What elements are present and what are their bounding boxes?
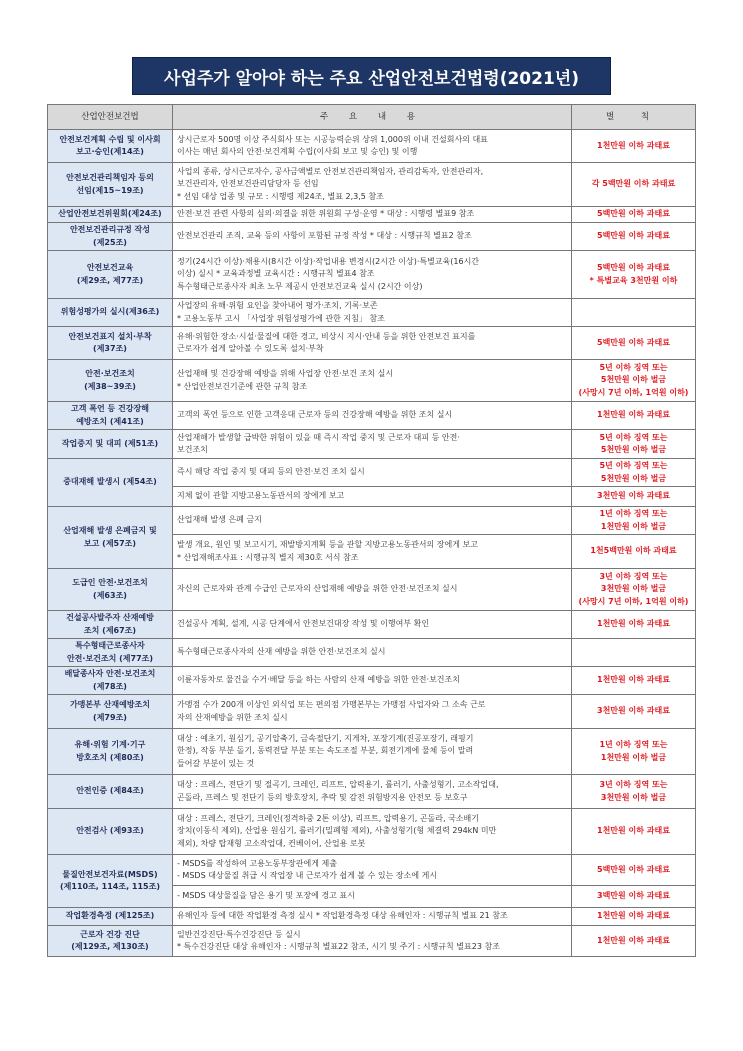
law-article-line: 건설공사발주자 산재예방	[66, 613, 154, 622]
penalty-line: (사망시 7년 이하, 1억원 이하)	[578, 387, 689, 397]
law-article-cell	[48, 695, 173, 729]
table-row	[48, 459, 696, 487]
content-line: - MSDS 대상물질 취급 시 작업장 내 근로자가 쉽게 볼 수 있는 장소에 게시	[177, 871, 438, 880]
content-cell	[173, 611, 572, 639]
content-line: - MSDS 대상물질을 담은 용기 및 포장에 경고 표시	[177, 891, 355, 901]
penalty-cell	[572, 695, 696, 729]
law-article-line: 선임(제15~19조)	[76, 185, 144, 195]
law-article-line: 예방조치 (제41조)	[76, 416, 144, 426]
penalty-cell	[572, 130, 696, 163]
penalty-cell	[572, 535, 696, 569]
penalty-line: 1년 이하 징역 또는	[599, 740, 668, 749]
content-cell	[173, 695, 572, 729]
content-cell	[173, 569, 572, 611]
table-row	[48, 207, 696, 223]
penalty-line: 1천만원 이하 과태료	[597, 935, 670, 945]
law-article-line: 안전보건교육	[86, 263, 134, 272]
content-line: 특수형태근로종사자의 산재 예방을 위한 안전·보건조치 실시	[177, 647, 386, 657]
penalty-cell	[572, 487, 696, 507]
table-row	[48, 775, 696, 809]
penalty-cell	[572, 855, 696, 886]
table-header-row	[48, 105, 696, 130]
penalty-cell	[572, 360, 696, 402]
content-cell	[173, 926, 572, 957]
table-row	[48, 507, 696, 535]
law-table	[47, 104, 696, 957]
content-line: 이상) 실시 * 교육과정별 교육시간 : 시행규칙 별표4 참조	[177, 269, 375, 279]
law-article-line: 안전보건계획 수립 및 이사회	[59, 134, 161, 144]
penalty-line: 5천만원 이하 벌금	[600, 445, 667, 454]
law-article-cell	[48, 926, 173, 957]
penalty-line: 3천만원 이하 벌금	[600, 584, 667, 594]
content-cell	[173, 223, 572, 251]
penalty-line: 5백만원 이하 과태료	[597, 209, 670, 219]
penalty-line: 3년 이하 징역 또는	[599, 571, 668, 581]
penalty-line: 3천만원 이하 과태료	[597, 491, 670, 501]
content-cell	[173, 535, 572, 569]
penalty-line: 5백만원 이하 과태료	[597, 337, 670, 347]
law-article-cell	[48, 360, 173, 402]
content-cell	[173, 251, 572, 299]
penalty-cell	[572, 639, 696, 667]
content-cell	[173, 775, 572, 809]
penalty-cell	[572, 327, 696, 360]
law-article-line: 고객 폭언 등 건강장해	[71, 404, 149, 413]
penalty-line: 5백만원 이하 과태료	[597, 231, 670, 241]
content-cell	[173, 327, 572, 360]
law-article-line: 안전검사 (제93조)	[76, 826, 144, 836]
penalty-cell	[572, 223, 696, 251]
law-article-line: 도급인 안전·보건조치	[72, 578, 148, 587]
law-article-line: 보고 (제57조)	[83, 538, 137, 548]
law-article-line: (제29조, 제77조)	[76, 275, 144, 285]
penalty-line: 1천만원 이하 과태료	[597, 140, 670, 150]
penalty-line: 3백만원 이하 과태료	[597, 891, 670, 901]
law-article-line: 유해·위험 기계·기구	[74, 740, 146, 749]
law-article-cell	[48, 908, 173, 926]
content-line: 사업장의 유해·위험 요인을 찾아내어 평가·조치, 기록·보존	[177, 301, 378, 310]
law-article-line: 중대재해 발생시 (제54조)	[63, 477, 157, 487]
content-line: 산업재해 발생 은폐 금지	[177, 515, 262, 525]
table-row	[48, 729, 696, 775]
content-line: 대상 : 프레스, 전단기 및 절곡기, 크레인, 리프트, 압력용기, 롤러기, 사출성형기, 고소작업대,	[177, 780, 499, 789]
law-article-line: 작업환경측정 (제125조)	[65, 911, 155, 921]
content-cell	[173, 667, 572, 695]
law-article-cell	[48, 163, 173, 207]
table-row	[48, 695, 696, 729]
law-article-line: 배달종사자 안전·보건조치	[64, 669, 156, 678]
law-article-line: (제78조)	[93, 681, 127, 691]
penalty-line: 5백만원 이하 과태료	[597, 263, 670, 272]
law-article-line: 가맹본부 산재예방조치	[69, 700, 151, 709]
law-article-line: 보고·승인(제14조)	[76, 147, 144, 156]
penalty-line: 1천만원 이하 과태료	[597, 911, 670, 921]
content-line: * 특수건강진단 대상 유해인자 : 시행규칙 별표22 참조, 시기 및 주기 : 시행규칙 별표23 참조	[177, 942, 500, 951]
table-row	[48, 130, 696, 163]
penalty-cell	[572, 402, 696, 430]
content-line: 들어갈 부분이 있는 것	[177, 758, 255, 768]
table-row	[48, 569, 696, 611]
content-cell	[173, 908, 572, 926]
content-cell	[173, 402, 572, 430]
content-cell	[173, 430, 572, 459]
content-line: 즉시 해당 작업 중지 및 대피 등의 안전·보건 조치 실시	[177, 467, 365, 477]
penalty-line: 1천만원 이하 벌금	[600, 752, 667, 762]
law-article-cell	[48, 402, 173, 430]
law-article-cell	[48, 251, 173, 299]
penalty-line: 5년 이하 징역 또는	[599, 432, 668, 442]
penalty-line: 5천만원 이하 벌금	[600, 375, 667, 385]
law-article-line: (제25조)	[93, 237, 127, 247]
content-cell	[173, 487, 572, 507]
content-line: 발생 개요, 원인 및 보고시기, 재발방지계획 등을 관할 지방고용노동관서의 장에게 보고	[177, 540, 478, 549]
content-line: * 고용노동부 고시 「사업장 위험성평가에 관한 지침」 참조	[177, 313, 385, 323]
penalty-line: 3천만원 이하 과태료	[597, 706, 670, 716]
penalty-cell	[572, 430, 696, 459]
content-line: * 산업재해조사표 : 시행규칙 별지 제30호 서식 참조	[177, 552, 359, 562]
penalty-cell	[572, 163, 696, 207]
law-article-line: 안전보건표지 설치·부착	[68, 331, 152, 341]
penalty-cell	[572, 667, 696, 695]
table-row	[48, 430, 696, 459]
penalty-cell	[572, 775, 696, 809]
table-row	[48, 251, 696, 299]
penalty-line: 5년 이하 징역 또는	[599, 362, 668, 372]
penalty-line: 1천5백만원 이하 과태료	[590, 546, 677, 556]
content-cell	[173, 299, 572, 327]
content-line: 안전보건관리 조직, 교육 등의 사항이 포함된 규정 작성 * 대상 : 시행규칙 별표2 참조	[177, 231, 472, 241]
content-line: 자신의 근로자와 관계 수급인 근로자의 산업재해 예방을 위한 안전·보건조치 실시	[177, 584, 458, 594]
table-row	[48, 908, 696, 926]
content-line: 유해인자 등에 대한 작업환경 측정 실시 * 작업환경측정 대상 유해인자 : 시행규칙 별표 21 참조	[177, 911, 508, 921]
content-line: 건설공사 계획, 설계, 시공 단계에서 안전보건대장 작성 및 이행여부 확인	[177, 619, 430, 629]
penalty-cell	[572, 611, 696, 639]
content-line: 정기(24시간 이상)·채용시(8시간 이상)·작업내용 변경시(2시간 이상)·특별교육(16시간	[177, 256, 480, 266]
penalty-cell	[572, 809, 696, 855]
table-row	[48, 163, 696, 207]
penalty-cell	[572, 459, 696, 487]
content-cell	[173, 507, 572, 535]
content-line: 이사는 매년 회사의 안전·보건계획 수립(이사회 보고 및 승인) 및 이행	[177, 147, 418, 156]
penalty-line: 각 5백만원 이하 과태료	[591, 179, 676, 189]
content-line: 한정), 작동 부분 돌기, 동력전달 부분 또는 속도조절 부분, 회전기계에 물체 등이 말려	[177, 746, 474, 756]
content-cell	[173, 639, 572, 667]
table-row	[48, 299, 696, 327]
law-article-cell	[48, 569, 173, 611]
penalty-line: 5백만원 이하 과태료	[597, 864, 670, 874]
content-cell	[173, 459, 572, 487]
content-line: 이륜자동차로 물건을 수거·배달 등을 하는 사람의 산재 예방을 위한 안전·보건조치	[177, 675, 460, 685]
law-article-line: 조치 (제67조)	[83, 625, 137, 635]
law-article-line: 산업안전보건위원회(제24조)	[58, 209, 162, 219]
table-row	[48, 402, 696, 430]
table-row	[48, 611, 696, 639]
law-table-body	[48, 130, 696, 957]
law-article-line: (제63조)	[93, 590, 127, 600]
table-row	[48, 223, 696, 251]
table-row	[48, 360, 696, 402]
penalty-line: * 특별교육 3천만원 이하	[589, 275, 678, 285]
content-line: 특수형태근로종사자 최초 노무 제공시 안전보건교육 실시 (2시간 이상)	[177, 281, 423, 291]
content-cell	[173, 809, 572, 855]
penalty-line: 1천만원 이하 과태료	[597, 826, 670, 836]
penalty-line: 1천만원 이하 과태료	[597, 675, 670, 685]
law-article-cell	[48, 775, 173, 809]
table-row	[48, 926, 696, 957]
penalty-line: 1천만원 이하 과태료	[597, 410, 670, 420]
content-line: 제외), 차량 탑재형 고소작업대, 컨베이어, 산업용 로봇	[177, 838, 366, 848]
page-title: 사업주가 알아야 하는 주요 산업안전보건법령(2021년)	[132, 57, 611, 95]
content-line: 가맹점 수가 200개 이상인 외식업 또는 편의점 가맹본부는 가맹점 사업자와 그 소속 근로	[177, 700, 486, 709]
content-line: 보건관리자, 안전보건관리담당자 등 선임	[177, 179, 319, 189]
law-article-cell	[48, 459, 173, 507]
law-article-line: 특수형태근로종사자	[75, 641, 145, 650]
law-article-line: 작업중지 및 대피 (제51조)	[61, 438, 159, 448]
law-article-line: (제129조, 제130조)	[71, 942, 149, 951]
penalty-line: 1년 이하 징역 또는	[599, 509, 668, 518]
content-line: 상시근로자 500명 이상 주식회사 또는 시공능력순위 상위 1,000위 이내 건설회사의 대표	[177, 134, 488, 144]
content-line: 근로자가 쉽게 알아볼 수 있도록 설치·부착	[177, 344, 324, 353]
content-line: 유해·위험한 장소·시설·물질에 대한 경고, 비상시 지시·안내 등을 위한 안전보건 표지를	[177, 331, 476, 341]
content-cell	[173, 886, 572, 908]
law-article-cell	[48, 299, 173, 327]
law-article-cell	[48, 430, 173, 459]
content-line: 안전·보건 관련 사항의 심의·의결을 위한 위원회 구성·운영 * 대상 : 시행령 별표9 참조	[177, 209, 475, 219]
content-line: * 선임 대상 업종 및 규모 : 시행령 제24조, 별표 2,3,5 참조	[177, 191, 384, 201]
penalty-column-header: 벌 칙	[572, 105, 696, 130]
content-line: 지체 없이 관할 지방고용노동관서의 장에게 보고	[177, 491, 345, 501]
law-article-cell	[48, 611, 173, 639]
law-article-line: 방호조치 (제80조)	[76, 752, 144, 762]
law-article-cell	[48, 207, 173, 223]
content-line: 산업재해가 발생할 급박한 위험이 있을 때 즉시 작업 중지 및 근로자 대피 등 안전·	[177, 432, 460, 442]
table-row	[48, 327, 696, 360]
penalty-cell	[572, 569, 696, 611]
penalty-line: 1천만원 이하 벌금	[600, 521, 667, 531]
penalty-cell	[572, 886, 696, 908]
content-line: 사업의 종류, 상시근로자수, 공사금액별로 안전보건관리책임자, 관리감독자, 안전관리자,	[177, 166, 484, 176]
law-article-line: (제38~39조)	[84, 381, 136, 391]
content-cell	[173, 207, 572, 223]
content-cell	[173, 130, 572, 163]
content-line: 자의 산재예방을 위한 조치 실시	[177, 712, 288, 722]
content-cell	[173, 729, 572, 775]
law-article-line: 안전보건관리책임자 등의	[66, 173, 154, 182]
law-article-cell	[48, 729, 173, 775]
penalty-cell	[572, 207, 696, 223]
content-line: 곤돌라, 프레스 및 전단기 등의 방호장치, 추락 및 감전 위험방지용 안전모 등 보호구	[177, 792, 468, 802]
penalty-cell	[572, 251, 696, 299]
law-article-cell	[48, 809, 173, 855]
law-article-line: 안전·보건조치 (제77조)	[66, 653, 154, 663]
law-article-line: 물질안전보건자료(MSDS)	[62, 869, 158, 879]
law-article-cell	[48, 223, 173, 251]
law-article-cell	[48, 327, 173, 360]
law-article-line: (제79조)	[93, 712, 127, 722]
penalty-cell	[572, 299, 696, 327]
content-line: 일반건강진단·특수건강진단 등 실시	[177, 929, 301, 939]
penalty-line: 3년 이하 징역 또는	[599, 780, 668, 789]
law-article-cell	[48, 639, 173, 667]
law-article-line: 안전보건관리규정 작성	[69, 225, 151, 234]
content-column-header: 주 요 내 용	[173, 105, 572, 130]
penalty-line: 1천만원 이하 과태료	[597, 619, 670, 629]
penalty-line: 5천만원 이하 벌금	[600, 473, 667, 483]
penalty-cell	[572, 729, 696, 775]
content-cell	[173, 360, 572, 402]
content-cell	[173, 163, 572, 207]
penalty-cell	[572, 507, 696, 535]
penalty-cell	[572, 908, 696, 926]
content-line: 산업재해 및 건강장해 예방을 위해 사업장 안전·보건 조치 실시	[177, 369, 394, 378]
law-article-line: 근로자 건강 진단	[80, 929, 140, 939]
penalty-line: 5년 이하 징역 또는	[599, 461, 668, 470]
law-article-line: 안전인증 (제84조)	[76, 786, 144, 796]
content-line: 장치(이동식 제외), 산업용 원심기, 롤러기(밀폐형 제외), 사출성형기(형 체결력 294kN 미만	[177, 826, 497, 836]
law-article-line: (제110조, 114조, 115조)	[60, 882, 160, 891]
penalty-cell	[572, 926, 696, 957]
table-row	[48, 809, 696, 855]
table-row	[48, 667, 696, 695]
penalty-line: (사망시 7년 이하, 1억원 이하)	[578, 596, 689, 606]
table-row	[48, 639, 696, 667]
law-article-cell	[48, 855, 173, 908]
law-article-cell	[48, 130, 173, 163]
content-line: 고객의 폭언 등으로 인한 고객응대 근로자 등의 건강장해 예방을 위한 조치 실시	[177, 410, 453, 420]
law-article-line: (제37조)	[93, 344, 127, 353]
content-line: 대상 : 프레스, 전단기, 크레인(정격하중 2톤 이상), 리프트, 압력용기, 곤돌라, 국소배기	[177, 813, 480, 823]
penalty-line: 3천만원 이하 벌금	[600, 792, 667, 802]
law-article-line: 산업재해 발생 은폐금지 및	[63, 526, 157, 535]
law-article-cell	[48, 667, 173, 695]
table-row	[48, 855, 696, 886]
content-line: - MSDS를 작성하여 고용노동부장관에게 제출	[177, 858, 337, 868]
content-cell	[173, 855, 572, 886]
content-line: 보건조치	[177, 445, 208, 454]
law-article-line: 안전·보건조치	[85, 369, 135, 378]
content-line: * 산업안전보건기준에 관한 규칙 참조	[177, 381, 308, 391]
law-column-header: 산업안전보건법	[48, 105, 173, 130]
law-article-cell	[48, 507, 173, 569]
content-line: 대상 : 예초기, 원심기, 공기압축기, 금속절단기, 지게차, 포장기계(진공포장기, 래핑기	[177, 733, 474, 743]
law-article-line: 위험성평가의 실시(제36조)	[60, 307, 160, 317]
